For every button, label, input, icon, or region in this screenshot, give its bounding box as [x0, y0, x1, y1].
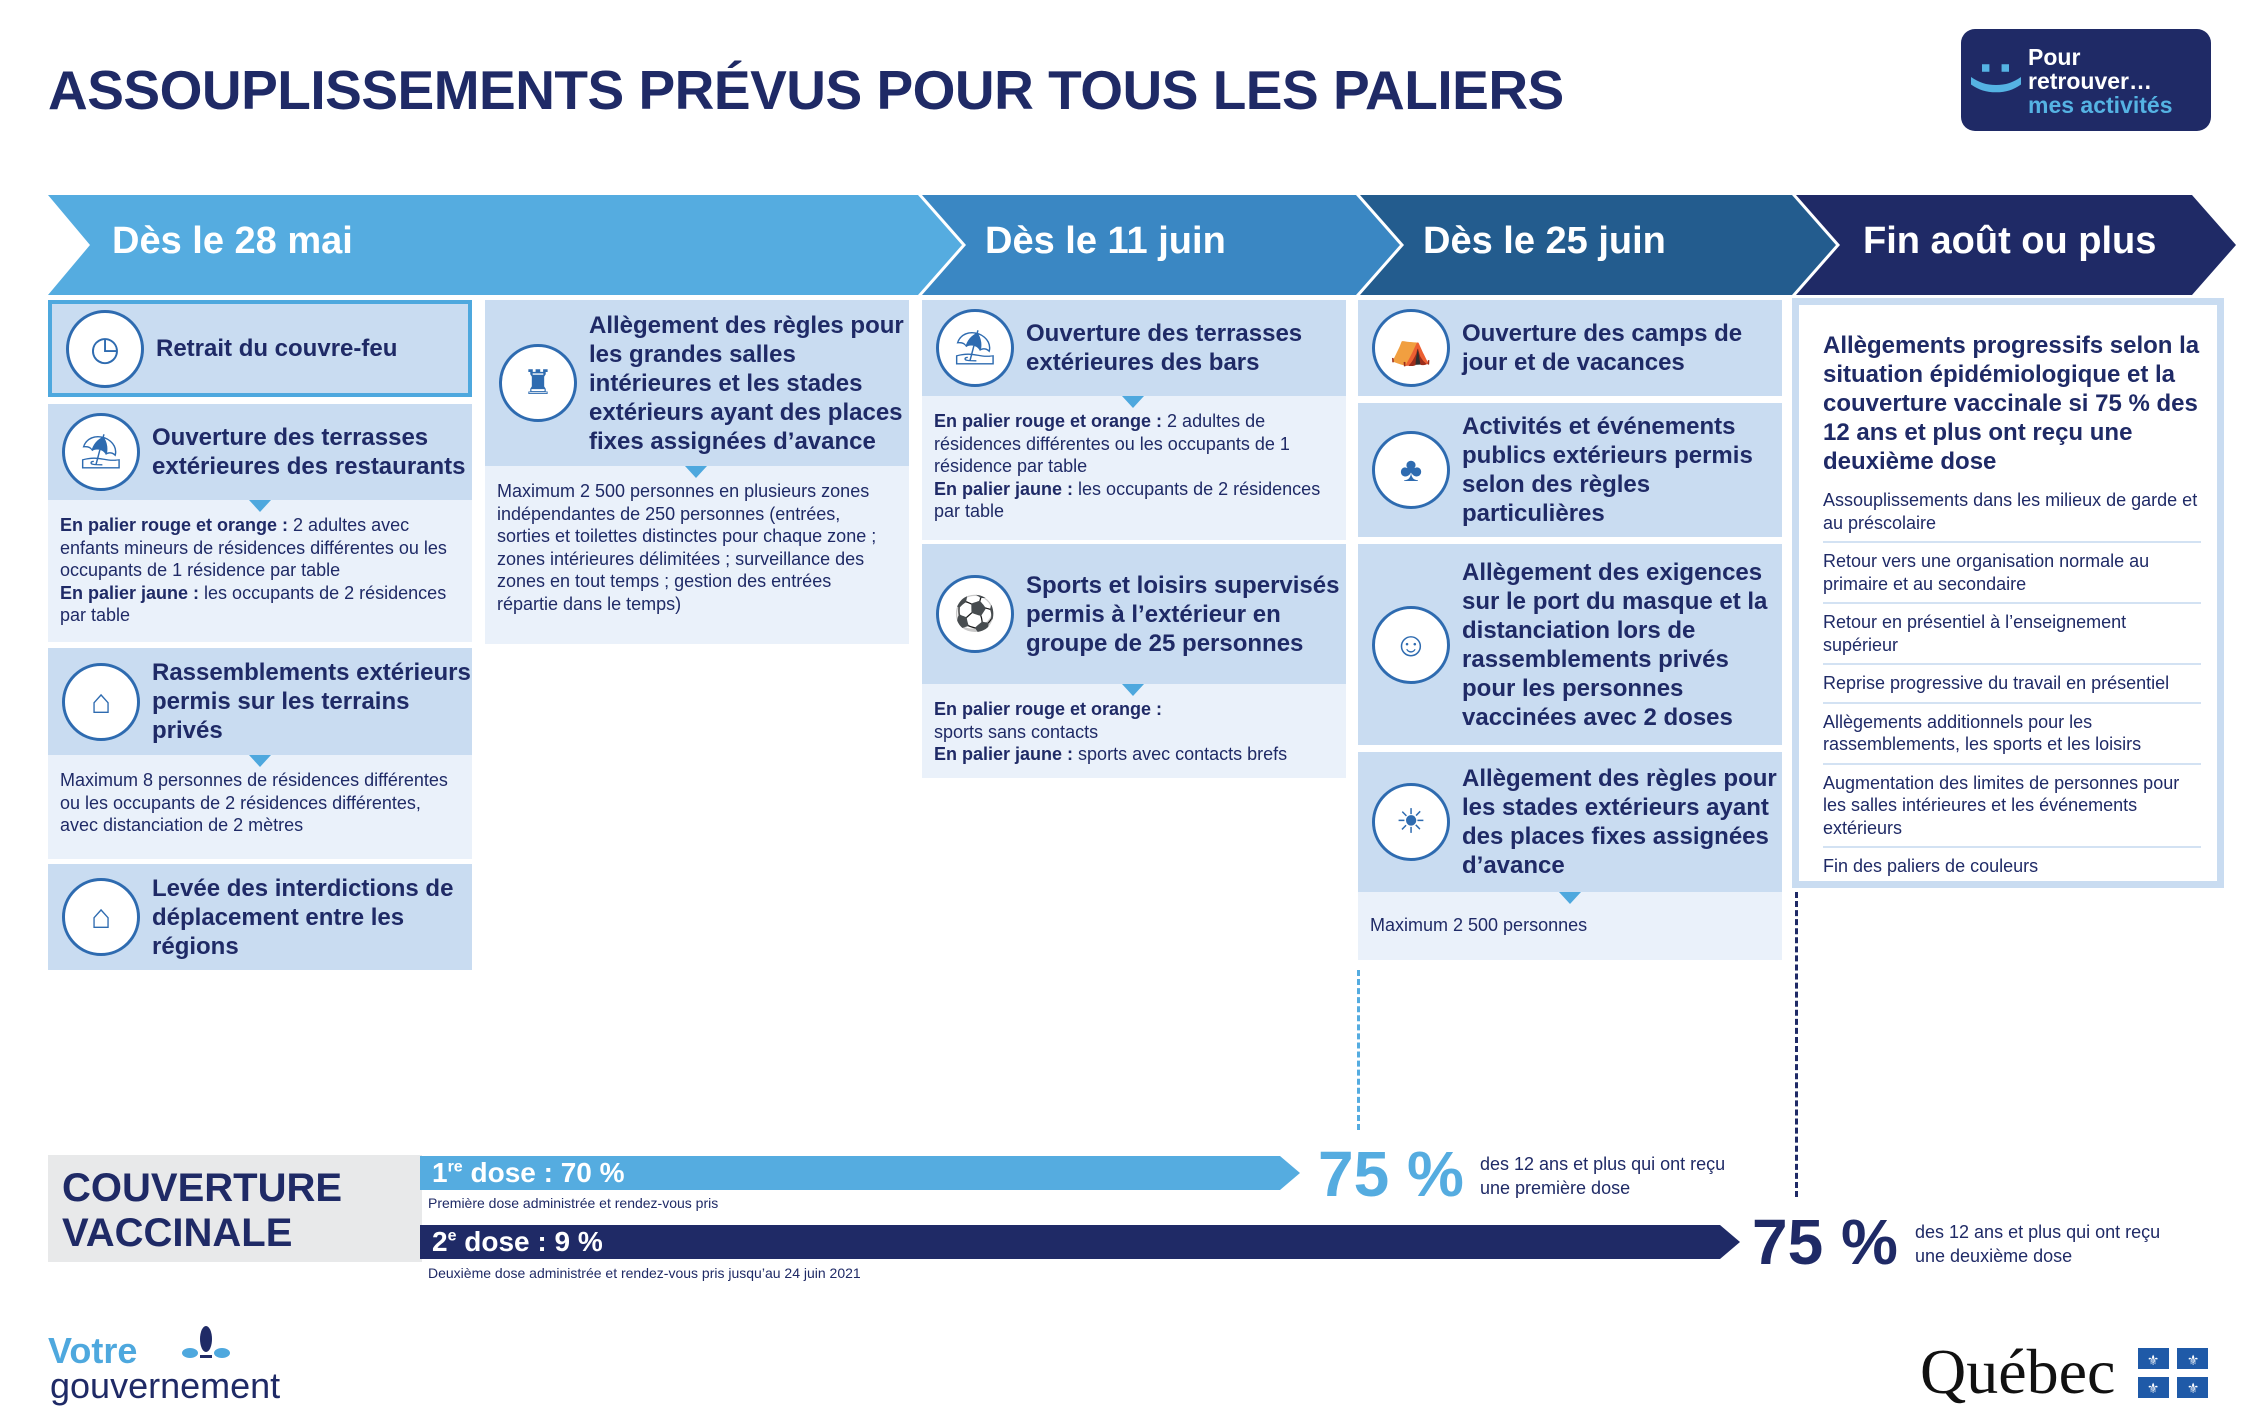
badge-line-3: mes activités [2028, 92, 2173, 118]
dose2-sup: e [447, 1227, 457, 1245]
badge-line-2: retrouver… [2028, 68, 2152, 94]
dose2-target: 75 % [1752, 1206, 1898, 1278]
phase-label-1: Dès le 28 mai [112, 220, 353, 262]
dashed-connector-1 [1357, 970, 1360, 1130]
dose1-label [432, 1157, 625, 1189]
svg-text:⚜: ⚜ [2146, 1353, 2160, 1369]
page-title: ASSOUPLISSEMENTS PRÉVUS POUR TOUS LES PALIERS [48, 59, 1564, 121]
terrace-icon: ⛱ [936, 309, 1014, 387]
card-public-events [1358, 403, 1782, 537]
card-private-gatherings-text: Rassemblements extérieurs permis sur les terrains privés [152, 659, 471, 744]
card-public-events-text: Activités et événements publics extérieurs permis selon des règles particulières [1462, 413, 1753, 527]
dose2-label [432, 1226, 603, 1258]
note-yellow-label: En palier jaune : [60, 582, 200, 603]
card-large-halls-text: Allègement des règles pour les grandes salles intérieures et les stades extérieurs ayant des places fixes assignées d’avance [589, 311, 904, 455]
card-restaurant-terraces-text: Ouverture des terrasses extérieures des restaurants [152, 424, 466, 480]
list-item: Allègements additionnels pour les rassemblements, les sports et les loisirs [1823, 702, 2201, 756]
dose2-prefix: 2 [432, 1226, 448, 1257]
card-supervised-sports-text: Sports et loisirs supervisés permis à l’extérieur en groupe de 25 personnes [1026, 571, 1340, 657]
svg-text:⚜: ⚜ [2186, 1381, 2200, 1397]
card-restaurant-terraces [48, 404, 472, 500]
badge-line-1: Pour [2028, 44, 2081, 70]
card-day-camps-text: Ouverture des camps de jour et de vacances [1462, 320, 1743, 376]
list-item: Fin des paliers de couleurs [1823, 846, 2201, 878]
phase-label-3: Dès le 25 juin [1423, 220, 1666, 262]
note-red-text: 2 adultes de résidences différentes ou les occupants de 1 résidence par table [934, 411, 1290, 476]
card-mask-rules-text: Allègement des exigences sur le port du masque et la distanciation lors de rassemblements privés pour les personnes vaccinées avec 2 doses [1462, 558, 1768, 731]
list-item: Augmentation des limites de personnes pour les salles intérieures et les événements extérieurs [1823, 763, 2201, 840]
note-red-label: En palier rouge et orange : [934, 411, 1163, 431]
dose1-subtext: Première dose administrée et rendez-vous pris [428, 1195, 719, 1211]
note-large-halls: Maximum 2 500 personnes en plusieurs zones indépendantes de 250 personnes (entrées, sorties et toilettes distinctes pour chaque zone ; zones intérieures délimitées ; surveillance des zones en tout temps ; gestion des entrées répartie dans le temps) [485, 466, 909, 644]
trees-icon: ♣ [1372, 431, 1450, 509]
coverage-title [62, 1166, 342, 1256]
dose2-label-text: dose : 9 % [456, 1226, 603, 1257]
dose2-bar [420, 1225, 1740, 1259]
group-icon: ☺ [1372, 606, 1450, 684]
stadium-icon: ☀ [1372, 783, 1450, 861]
quebec-wordmark: Québec [1920, 1336, 2116, 1407]
card-private-gatherings [48, 648, 472, 755]
note-red-label: En palier rouge et orange : [934, 699, 1163, 719]
quebec-flag-icon [2138, 1348, 2208, 1398]
list-item: Reprise progressive du travail en présentiel [1823, 663, 2201, 695]
pointer-arrow [1559, 892, 1581, 904]
note-bar-terraces [922, 396, 1346, 540]
coverage-title-line-1: COUVERTURE [62, 1166, 343, 1210]
card-curfew [48, 300, 472, 397]
note-supervised-sports [922, 684, 1346, 778]
card-end-august [1792, 298, 2224, 888]
gov-logo-votre: Votre [48, 1330, 138, 1371]
fleur-de-lis-icon [178, 1325, 234, 1367]
note-yellow-text: les occupants de 2 résidences par table [60, 582, 447, 625]
card-large-halls [485, 300, 909, 466]
card-curfew-text: Retrait du couvre-feu [156, 335, 398, 362]
note-red-label: En palier rouge et orange : [60, 515, 289, 535]
card-regional-travel [48, 864, 472, 970]
note-private-gatherings: Maximum 8 personnes de résidences différentes ou les occupants de 2 résidences différentes, avec distanciation de 2 mètres [48, 755, 472, 859]
dose1-target: 75 % [1318, 1138, 1464, 1210]
card-day-camps [1358, 300, 1782, 396]
dose2-target-desc: des 12 ans et plus qui ont reçu une deuxième dose [1915, 1222, 2161, 1266]
pointer-arrow [249, 755, 271, 767]
note-yellow-text: sports avec contacts brefs [1073, 744, 1288, 764]
card-outdoor-stadiums [1358, 752, 1782, 892]
list-item: Retour vers une organisation normale au primaire et au secondaire [1823, 541, 2201, 595]
svg-text:⚜: ⚜ [2146, 1381, 2160, 1397]
clock-icon: ◷ [66, 310, 144, 388]
note-outdoor-stadiums: Maximum 2 500 personnes [1358, 892, 1782, 960]
coverage-title-line-2: VACCINALE [62, 1211, 293, 1255]
terrace-icon: ⛱ [62, 413, 140, 491]
dose1-sup: re [447, 1158, 463, 1176]
note-red-text: sports sans contacts [934, 721, 1099, 742]
note-yellow-label: En palier jaune : [934, 478, 1074, 499]
pointer-arrow [249, 500, 271, 512]
note-red-text: 2 adultes avec enfants mineurs de résidences différentes ou les occupants de 1 résidence par table [60, 515, 447, 580]
house-tree-icon: ⌂ [62, 878, 140, 956]
dose1-label-text: dose : 70 % [462, 1157, 625, 1188]
end-august-heading: Allègements progressifs selon la situation épidémiologique et la couverture vaccinale si 75 % des 12 ans et plus ont reçu une deuxième dose [1823, 332, 2200, 475]
note-restaurant-terraces [48, 500, 472, 642]
card-supervised-sports [922, 544, 1346, 684]
smiley-icon: :) [1970, 59, 2030, 95]
gov-logo-gouvernement: gouvernement [50, 1365, 281, 1406]
pointer-arrow [1122, 684, 1144, 696]
note-yellow-text: les occupants de 2 résidences par table [934, 478, 1321, 521]
card-bar-terraces-text: Ouverture des terrasses extérieures des bars [1026, 320, 1303, 376]
theatre-icon: ♜ [499, 344, 577, 422]
pointer-arrow [685, 466, 707, 478]
pointer-arrow [1122, 396, 1144, 408]
note-yellow-label: En palier jaune : [934, 744, 1074, 764]
dashed-connector-2 [1795, 892, 1798, 1197]
list-item: Retour en présentiel à l’enseignement supérieur [1823, 602, 2201, 656]
dose2-subtext: Deuxième dose administrée et rendez-vous pris jusqu’au 24 juin 2021 [428, 1265, 861, 1281]
card-mask-rules [1358, 544, 1782, 745]
camp-icon: ⛺ [1372, 309, 1450, 387]
dose1-target-desc: des 12 ans et plus qui ont reçu une première dose [1480, 1154, 1726, 1198]
dose1-prefix: 1 [432, 1157, 448, 1188]
soccer-icon: ⚽ [936, 575, 1014, 653]
card-outdoor-stadiums-text: Allègement des règles pour les stades extérieurs ayant des places fixes assignées d’avance [1462, 765, 1777, 879]
card-regional-travel-text: Levée des interdictions de déplacement entre les régions [152, 874, 454, 960]
phase-label-2: Dès le 11 juin [985, 220, 1226, 262]
phase-label-4: Fin août ou plus [1863, 220, 2157, 262]
svg-text:⚜: ⚜ [2186, 1353, 2200, 1369]
list-item: Assouplissements dans les milieux de garde et au préscolaire [1823, 490, 2198, 533]
house-people-icon: ⌂ [62, 663, 140, 741]
card-bar-terraces [922, 300, 1346, 396]
